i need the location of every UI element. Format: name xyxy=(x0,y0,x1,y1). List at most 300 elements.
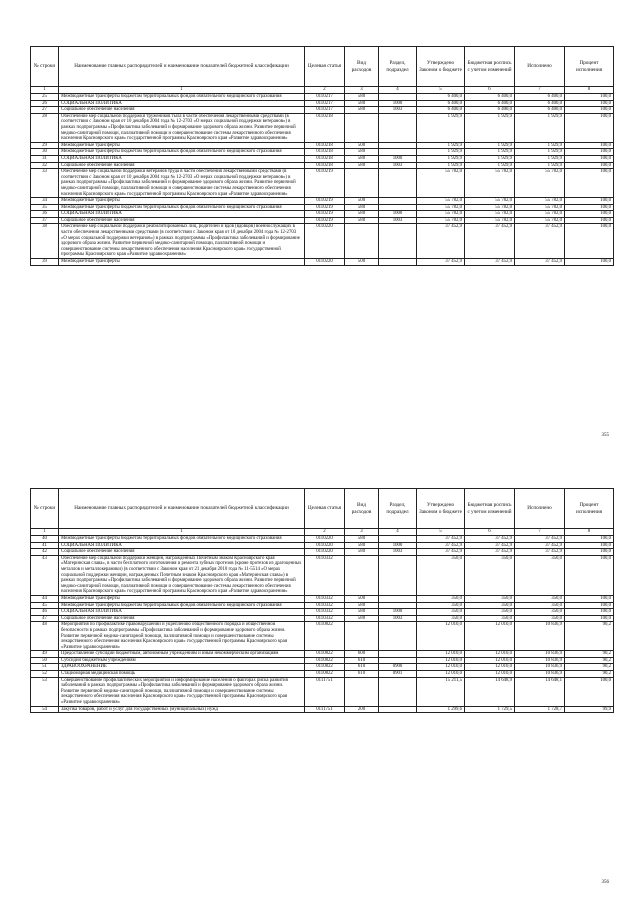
table-row xyxy=(31,155,614,162)
row-number: 25 xyxy=(31,94,59,101)
row-budget-roll: 1 929,9 xyxy=(465,142,515,149)
row-budget-roll: 6 400,0 xyxy=(465,94,515,101)
row-target-article: 0110217 xyxy=(305,94,345,101)
row-target-article: 0110218 xyxy=(305,113,345,142)
row-approved: 15 211,5 xyxy=(417,677,465,706)
row-section xyxy=(379,169,417,198)
header-pct: Процент исполнения xyxy=(565,47,614,87)
row-name: Закупка товаров, работ и услуг для государственных (муниципальных) нужд xyxy=(59,706,305,713)
row-number: 46 xyxy=(31,609,59,616)
row-expense-type: 610 xyxy=(345,657,379,664)
row-budget-roll: 55 782,0 xyxy=(465,204,515,211)
row-section xyxy=(379,555,417,595)
page-number: 356 xyxy=(601,880,609,885)
row-expense-type: 580 xyxy=(345,94,379,101)
row-expense-type: 580 xyxy=(345,162,379,169)
row-approved: 6 400,0 xyxy=(417,107,465,114)
row-name: СОЦИАЛЬНАЯ ПОЛИТИКА xyxy=(59,100,305,107)
header-cs: Целевая статья xyxy=(305,489,345,529)
row-percent: 100,0 xyxy=(565,224,614,259)
colnum: 5 xyxy=(417,87,465,94)
row-target-article: 0110332 xyxy=(305,602,345,609)
table-row xyxy=(31,622,614,651)
row-section: 1000 xyxy=(379,155,417,162)
page-356 xyxy=(30,488,613,885)
row-approved: 1 929,9 xyxy=(417,162,465,169)
table-row xyxy=(31,162,614,169)
budget-table-page-355 xyxy=(30,46,614,266)
row-section xyxy=(379,204,417,211)
row-number: 41 xyxy=(31,542,59,549)
row-budget-roll: 1 729,5 xyxy=(465,706,515,713)
colnum: 2 xyxy=(305,529,345,536)
row-approved: 1 929,9 xyxy=(417,113,465,142)
row-budget-roll: 6 400,0 xyxy=(465,100,515,107)
row-approved: 55 782,0 xyxy=(417,204,465,211)
row-number: 34 xyxy=(31,198,59,205)
row-executed: 350,0 xyxy=(515,602,565,609)
row-percent: 100,0 xyxy=(565,677,614,706)
row-number: 50 xyxy=(31,657,59,664)
table-body xyxy=(31,536,614,713)
row-budget-roll: 37 452,9 xyxy=(465,549,515,556)
row-target-article: 0110219 xyxy=(305,217,345,224)
header-num: № строки xyxy=(31,489,59,529)
row-section: 1003 xyxy=(379,217,417,224)
row-percent: 100,0 xyxy=(565,155,614,162)
row-budget-roll: 37 452,9 xyxy=(465,542,515,549)
row-expense-type: 580 xyxy=(345,549,379,556)
row-target-article: 0110217 xyxy=(305,107,345,114)
header-name: Наименование главных распорядителей и наименование показателей бюджетной классификации xyxy=(59,489,305,529)
header-law: Утверждено Законом о бюджете xyxy=(417,489,465,529)
row-expense-type: 580 xyxy=(345,149,379,156)
colnum: 5 xyxy=(417,529,465,536)
table-row xyxy=(31,706,614,713)
table-row xyxy=(31,211,614,218)
row-name: СОЦИАЛЬНАЯ ПОЛИТИКА xyxy=(59,542,305,549)
row-executed: 10 836,9 xyxy=(515,651,565,658)
row-name: Межбюджетные трансферты бюджетам территориальных фондов обязательного медицинского страхования xyxy=(59,204,305,211)
row-approved: 12 010,0 xyxy=(417,671,465,678)
table-header xyxy=(31,47,614,87)
colnum: 8 xyxy=(565,87,614,94)
row-expense-type: 580 xyxy=(345,107,379,114)
row-budget-roll: 350,0 xyxy=(465,609,515,616)
row-budget-roll: 6 400,0 xyxy=(465,107,515,114)
row-section: 1000 xyxy=(379,609,417,616)
row-expense-type xyxy=(345,224,379,259)
row-number: 31 xyxy=(31,155,59,162)
row-approved: 12 010,0 xyxy=(417,622,465,651)
row-budget-roll: 12 010,0 xyxy=(465,657,515,664)
row-approved: 1 299,6 xyxy=(417,706,465,713)
header-cs: Целевая статья xyxy=(305,47,345,87)
row-executed: 10 836,9 xyxy=(515,671,565,678)
row-section: 0901 xyxy=(379,671,417,678)
row-name: Межбюджетные трансферты бюджетам территориальных фондов обязательного медицинского страхования xyxy=(59,536,305,543)
header-roll: Бюджетная роспись с учетом изменений xyxy=(465,489,515,529)
row-executed: 1 929,9 xyxy=(515,142,565,149)
page-number: 355 xyxy=(601,433,609,438)
row-section: 1000 xyxy=(379,542,417,549)
row-name: Межбюджетные трансферты xyxy=(59,595,305,602)
row-executed: 350,0 xyxy=(515,615,565,622)
row-executed: 10 836,9 xyxy=(515,622,565,651)
row-expense-type: 500 xyxy=(345,142,379,149)
row-target-article: 0110218 xyxy=(305,162,345,169)
colnum: 1 xyxy=(59,87,305,94)
row-name: Мероприятия по профилактике правонарушений и укреплению общественного порядка и общественной безопасности в рамках подпрограммы «Профилактика заболеваний и формирование здорового образа жизни. Развитие первичной медико-санитарной помощи, паллиативной помощи и совершенствование системы лекарственного обеспечения населения Красноярского края» государственной программы Красноярского края «Развитие здравоохранения» xyxy=(59,622,305,651)
row-name: Социальное обеспечение населения xyxy=(59,615,305,622)
row-target-article: 0110220 xyxy=(305,536,345,543)
budget-table-page-356 xyxy=(30,488,614,713)
row-approved: 6 400,0 xyxy=(417,100,465,107)
header-vr: Вид расходов xyxy=(345,489,379,529)
row-section: 1000 xyxy=(379,100,417,107)
row-expense-type: 580 xyxy=(345,204,379,211)
row-expense-type: 500 xyxy=(345,198,379,205)
row-expense-type: 580 xyxy=(345,211,379,218)
row-number: 26 xyxy=(31,100,59,107)
row-number: 43 xyxy=(31,555,59,595)
row-target-article: 0110220 xyxy=(305,549,345,556)
row-name: Социальное обеспечение населения xyxy=(59,549,305,556)
row-budget-roll: 37 452,9 xyxy=(465,536,515,543)
colnum: 7 xyxy=(515,87,565,94)
colnum: 2 xyxy=(305,87,345,94)
row-expense-type: 580 xyxy=(345,155,379,162)
header-exec: Исполнено xyxy=(515,489,565,529)
table-row xyxy=(31,602,614,609)
row-budget-roll: 12 010,0 xyxy=(465,671,515,678)
row-name: Социальное обеспечение населения xyxy=(59,162,305,169)
colnum: 6 xyxy=(465,87,515,94)
row-name: Социальное обеспечение населения xyxy=(59,217,305,224)
row-section xyxy=(379,149,417,156)
row-name: Межбюджетные трансферты xyxy=(59,259,305,266)
table-row xyxy=(31,217,614,224)
header-pct: Процент исполнения xyxy=(565,489,614,529)
row-name: СОЦИАЛЬНАЯ ПОЛИТИКА xyxy=(59,211,305,218)
row-approved: 55 782,0 xyxy=(417,198,465,205)
header-law: Утверждено Законом о бюджете xyxy=(417,47,465,87)
row-budget-roll: 1 929,9 xyxy=(465,162,515,169)
table-header xyxy=(31,489,614,529)
row-section xyxy=(379,657,417,664)
row-name: Межбюджетные трансферты xyxy=(59,198,305,205)
table-row xyxy=(31,224,614,259)
row-executed: 6 400,0 xyxy=(515,100,565,107)
row-percent: 100,0 xyxy=(565,217,614,224)
row-approved: 350,0 xyxy=(417,609,465,616)
colnum: 1 xyxy=(31,87,59,94)
row-target-article: 0110332 xyxy=(305,555,345,595)
row-executed: 1 929,9 xyxy=(515,113,565,142)
row-target-article: 0110332 xyxy=(305,615,345,622)
row-target-article: 0110332 xyxy=(305,609,345,616)
row-target-article: 0110219 xyxy=(305,198,345,205)
row-name: Обеспечение мер социальной поддержки тружеников тыла в части обеспечения лекарственными средствами (в соответствии с Законом края от 10 декабря 2004 года № 12-2703 «О мерах социальной поддержки ветеранов») в рамках подпрограммы «Профилактика заболеваний и формирование здорового образа жизни. Развитие первичной медико-санитарной помощи, паллиативной помощи и совершенствование системы лекарственного обеспечения населения Красноярского края» государственной программы Красноярского края «Развитие здравоохранения» xyxy=(59,113,305,142)
header-razd: Раздел, подраздел xyxy=(379,47,417,87)
row-approved: 55 782,0 xyxy=(417,217,465,224)
row-budget-roll: 350,0 xyxy=(465,595,515,602)
row-section: 0900 xyxy=(379,664,417,671)
row-budget-roll: 37 452,9 xyxy=(465,224,515,259)
row-executed: 1 728,7 xyxy=(515,706,565,713)
header-name: Наименование главных распорядителей и наименование показателей бюджетной классификации xyxy=(59,47,305,87)
row-name: СОЦИАЛЬНАЯ ПОЛИТИКА xyxy=(59,609,305,616)
row-target-article: 0110219 xyxy=(305,204,345,211)
colnum: 1 xyxy=(31,529,59,536)
row-executed: 55 782,0 xyxy=(515,169,565,198)
row-executed: 6 400,0 xyxy=(515,94,565,101)
row-section: 1000 xyxy=(379,211,417,218)
row-section xyxy=(379,94,417,101)
row-number: 45 xyxy=(31,602,59,609)
row-number: 28 xyxy=(31,113,59,142)
row-number: 52 xyxy=(31,671,59,678)
row-approved: 55 782,0 xyxy=(417,211,465,218)
colnum: 7 xyxy=(515,529,565,536)
row-expense-type: 500 xyxy=(345,259,379,266)
table-row xyxy=(31,198,614,205)
row-section xyxy=(379,622,417,651)
row-approved: 37 452,9 xyxy=(417,224,465,259)
table-row xyxy=(31,204,614,211)
row-section: 1003 xyxy=(379,615,417,622)
row-expense-type xyxy=(345,113,379,142)
row-name: Обеспечение мер социальной поддержки ветеранов труда в части обеспечения лекарственными средствами (в соответствии с Законом края от 10 декабря 2004 года № 12-2703 «О мерах социальной поддержки ветеранов») в рамках подпрограммы «Профилактика заболеваний и формирование здорового образа жизни. Развитие первичной медико-санитарной помощи, паллиативной помощи и совершенствование системы лекарственного обеспечения населения Красноярского края» государственной программы Красноярского края «Развитие здравоохранения» xyxy=(59,169,305,198)
row-number: 29 xyxy=(31,142,59,149)
row-section xyxy=(379,259,417,266)
row-executed: 6 400,0 xyxy=(515,107,565,114)
row-percent: 100,0 xyxy=(565,549,614,556)
row-section: 1003 xyxy=(379,549,417,556)
row-name: ЗДРАВООХРАНЕНИЕ xyxy=(59,664,305,671)
row-target-article: 0110822 xyxy=(305,671,345,678)
row-number: 37 xyxy=(31,217,59,224)
row-budget-roll: 55 782,0 xyxy=(465,217,515,224)
row-approved: 6 400,0 xyxy=(417,94,465,101)
row-percent: 90,2 xyxy=(565,651,614,658)
row-percent: 100,0 xyxy=(565,595,614,602)
row-budget-roll: 55 782,0 xyxy=(465,211,515,218)
row-target-article: 0110822 xyxy=(305,664,345,671)
row-name: Обеспечение мер социальной поддержки реабилитированных лиц, родителей и вдов (вдовцов) военнослужащих в части обеспечения лекарственными средствами (в соответствии с Законом края от 10 декабря 2004 года № 12-2703 «О мерах социальной поддержки ветеранов») в рамках подпрограммы «Профилактика заболеваний и формирование здорового образа жизни. Развитие первичной медико-санитарной помощи, паллиативной помощи и совершенствование системы лекарственного обеспечения населения Красноярского края» государственной программы Красноярского края «Развитие здравоохранения» xyxy=(59,224,305,259)
row-number: 39 xyxy=(31,259,59,266)
row-target-article: 0110218 xyxy=(305,142,345,149)
row-number: 32 xyxy=(31,162,59,169)
table-row xyxy=(31,555,614,595)
row-executed: 37 452,9 xyxy=(515,224,565,259)
row-target-article: 0110220 xyxy=(305,224,345,259)
row-name: Субсидии бюджетным учреждениям xyxy=(59,657,305,664)
table-row xyxy=(31,657,614,664)
row-executed: 10 836,9 xyxy=(515,664,565,671)
row-budget-roll: 12 010,0 xyxy=(465,651,515,658)
row-approved: 1 929,9 xyxy=(417,142,465,149)
row-expense-type: 580 xyxy=(345,609,379,616)
row-number: 27 xyxy=(31,107,59,114)
row-target-article: 0110219 xyxy=(305,169,345,198)
row-approved: 12 010,0 xyxy=(417,664,465,671)
header-vr: Вид расходов xyxy=(345,47,379,87)
row-target-article: 0111751 xyxy=(305,677,345,706)
row-executed: 37 452,9 xyxy=(515,542,565,549)
row-name: Межбюджетные трансферты бюджетам территориальных фондов обязательного медицинского страхования xyxy=(59,602,305,609)
table-row xyxy=(31,100,614,107)
row-approved: 37 452,9 xyxy=(417,259,465,266)
row-percent: 100,0 xyxy=(565,536,614,543)
row-budget-roll: 37 452,9 xyxy=(465,259,515,266)
table-row xyxy=(31,595,614,602)
row-approved: 350,0 xyxy=(417,602,465,609)
table-row xyxy=(31,113,614,142)
row-number: 54 xyxy=(31,706,59,713)
table-row xyxy=(31,651,614,658)
row-percent: 100,0 xyxy=(565,198,614,205)
row-percent: 100,0 xyxy=(565,100,614,107)
row-target-article: 0110218 xyxy=(305,155,345,162)
colnum: 6 xyxy=(465,529,515,536)
row-number: 51 xyxy=(31,664,59,671)
row-expense-type xyxy=(345,677,379,706)
row-section xyxy=(379,595,417,602)
row-expense-type: 580 xyxy=(345,542,379,549)
row-number: 47 xyxy=(31,615,59,622)
row-percent: 100,0 xyxy=(565,602,614,609)
row-target-article: 0110219 xyxy=(305,211,345,218)
row-percent: 90,2 xyxy=(565,671,614,678)
row-executed: 37 452,9 xyxy=(515,536,565,543)
row-expense-type: 580 xyxy=(345,100,379,107)
table-row xyxy=(31,259,614,266)
row-budget-roll: 14 648,9 xyxy=(465,677,515,706)
row-percent: 100,0 xyxy=(565,169,614,198)
row-target-article: 0110220 xyxy=(305,259,345,266)
row-number: 48 xyxy=(31,622,59,651)
table-row xyxy=(31,169,614,198)
row-number: 40 xyxy=(31,536,59,543)
row-budget-roll: 1 929,9 xyxy=(465,113,515,142)
row-name: Предоставление субсидий бюджетным, автономным учреждениям и иным некоммерческим организациям xyxy=(59,651,305,658)
colnum: 3 xyxy=(345,87,379,94)
row-target-article: 0110220 xyxy=(305,542,345,549)
row-approved: 350,0 xyxy=(417,595,465,602)
table-row xyxy=(31,609,614,616)
row-section xyxy=(379,706,417,713)
row-expense-type: 580 xyxy=(345,602,379,609)
row-approved: 55 782,0 xyxy=(417,169,465,198)
row-executed: 37 452,9 xyxy=(515,549,565,556)
row-budget-roll: 55 782,0 xyxy=(465,169,515,198)
row-section: 1003 xyxy=(379,162,417,169)
row-number: 38 xyxy=(31,224,59,259)
row-number: 42 xyxy=(31,549,59,556)
row-budget-roll: 12 010,0 xyxy=(465,664,515,671)
row-approved: 12 010,0 xyxy=(417,657,465,664)
colnum: 4 xyxy=(379,529,417,536)
header-razd: Раздел, подраздел xyxy=(379,489,417,529)
row-name: Межбюджетные трансферты бюджетам территориальных фондов обязательного медицинского страхования xyxy=(59,149,305,156)
table-row xyxy=(31,536,614,543)
row-executed: 10 836,9 xyxy=(515,657,565,664)
row-name: СОЦИАЛЬНАЯ ПОЛИТИКА xyxy=(59,155,305,162)
header-exec: Исполнено xyxy=(515,47,565,87)
table-row xyxy=(31,615,614,622)
table-row xyxy=(31,542,614,549)
row-number: 35 xyxy=(31,204,59,211)
row-approved: 350,0 xyxy=(417,615,465,622)
row-expense-type: 580 xyxy=(345,536,379,543)
row-expense-type: 580 xyxy=(345,615,379,622)
table-row xyxy=(31,107,614,114)
row-target-article: 0110332 xyxy=(305,595,345,602)
header-num: № строки xyxy=(31,47,59,87)
colnum: 8 xyxy=(565,529,614,536)
row-executed: 350,0 xyxy=(515,609,565,616)
row-target-article: 0110822 xyxy=(305,657,345,664)
colnum: 4 xyxy=(379,87,417,94)
row-number: 53 xyxy=(31,677,59,706)
row-percent: 100,0 xyxy=(565,542,614,549)
row-percent: 100,0 xyxy=(565,555,614,595)
row-expense-type: 200 xyxy=(345,706,379,713)
row-percent: 100,0 xyxy=(565,162,614,169)
row-executed: 1 929,9 xyxy=(515,162,565,169)
row-percent: 90,2 xyxy=(565,622,614,651)
row-expense-type: 610 xyxy=(345,664,379,671)
row-percent: 100,0 xyxy=(565,149,614,156)
row-budget-roll: 1 929,9 xyxy=(465,149,515,156)
row-budget-roll: 350,0 xyxy=(465,602,515,609)
row-target-article: 0111751 xyxy=(305,706,345,713)
row-executed: 55 782,0 xyxy=(515,204,565,211)
row-percent: 100,0 xyxy=(565,107,614,114)
table-row xyxy=(31,142,614,149)
row-executed: 55 782,0 xyxy=(515,217,565,224)
table-row xyxy=(31,149,614,156)
row-approved: 350,0 xyxy=(417,555,465,595)
row-budget-roll: 12 010,0 xyxy=(465,622,515,651)
row-executed: 14 648,1 xyxy=(515,677,565,706)
row-section xyxy=(379,142,417,149)
row-section xyxy=(379,536,417,543)
row-target-article: 0110822 xyxy=(305,651,345,658)
row-name: Межбюджетные трансферты бюджетам территориальных фондов обязательного медицинского страхования xyxy=(59,94,305,101)
row-budget-roll: 350,0 xyxy=(465,555,515,595)
row-number: 36 xyxy=(31,211,59,218)
row-target-article: 0110217 xyxy=(305,100,345,107)
row-percent: 90,2 xyxy=(565,664,614,671)
row-number: 33 xyxy=(31,169,59,198)
colnum: 1 xyxy=(59,529,305,536)
row-percent: 100,0 xyxy=(565,113,614,142)
row-name: Межбюджетные трансферты xyxy=(59,142,305,149)
row-expense-type xyxy=(345,169,379,198)
row-approved: 1 929,9 xyxy=(417,149,465,156)
row-number: 44 xyxy=(31,595,59,602)
table-row xyxy=(31,677,614,706)
row-budget-roll: 55 782,0 xyxy=(465,198,515,205)
table-row xyxy=(31,94,614,101)
row-name: Стационарная медицинская помощь xyxy=(59,671,305,678)
row-section: 1003 xyxy=(379,107,417,114)
row-executed: 37 452,9 xyxy=(515,259,565,266)
row-expense-type xyxy=(345,555,379,595)
row-percent: 100,0 xyxy=(565,615,614,622)
